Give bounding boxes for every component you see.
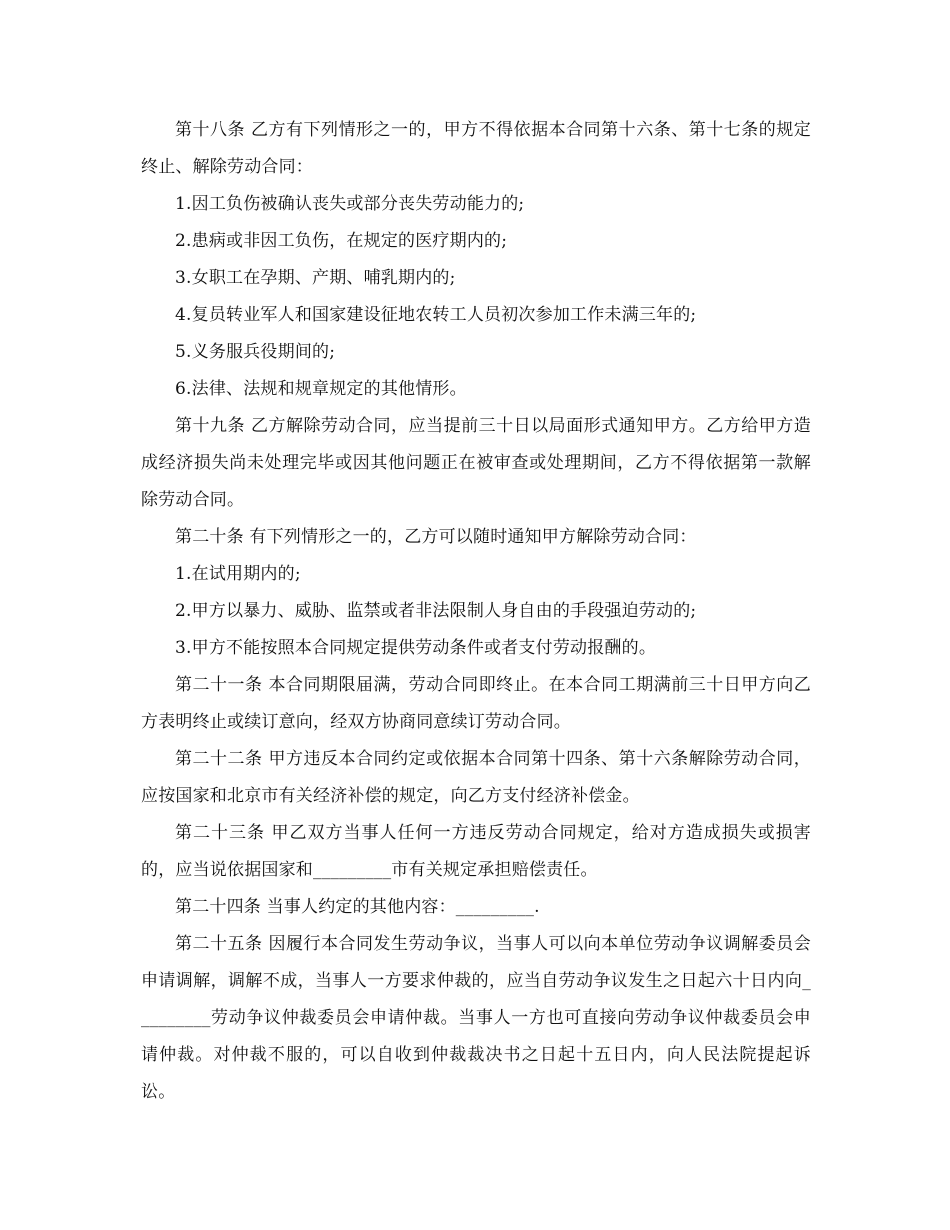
article-18-item-1: 1.因工负伤被确认丧失或部分丧失劳动能力的;	[175, 194, 525, 214]
article-23-paragraph: 第二十三条 甲乙双方当事人任何一方违反劳动合同规定，给对方造成损失或损害的，应当说依据国家和_________市有关规定承担赔偿责任。	[141, 823, 811, 880]
article-18-item-2: 2.患病或非因工负伤，在规定的医疗期内的;	[175, 231, 508, 251]
article-20-paragraph: 第二十条 有下列情形之一的，乙方可以随时通知甲方解除劳动合同：	[175, 527, 697, 547]
document-body	[141, 112, 811, 1111]
article-18-item-6: 6.法律、法规和规章规定的其他情形。	[175, 379, 467, 399]
article-20-item-2: 2.甲方以暴力、威胁、监禁或者非法限制人身自由的手段强迫劳动的;	[175, 601, 697, 621]
article-19-paragraph: 第十九条 乙方解除劳动合同，应当提前三十日以局面形式通知甲方。乙方给甲方造成经济损失尚未处理完毕或因其他问题正在被审查或处理期间，乙方不得依据第一款解除劳动合同。	[141, 416, 811, 510]
article-22-paragraph: 第二十二条 甲方违反本合同约定或依据本合同第十四条、第十六条解除劳动合同，应按国家和北京市有关经济补偿的规定，向乙方支付经济补偿金。	[141, 749, 811, 806]
article-18-paragraph: 第十八条 乙方有下列情形之一的，甲方不得依据本合同第十六条、第十七条的规定终止、解除劳动合同：	[141, 120, 811, 177]
article-24-paragraph: 第二十四条 当事人约定的其他内容：_________.	[175, 897, 540, 917]
article-25-paragraph: 第二十五条 因履行本合同发生劳动争议，当事人可以向本单位劳动争议调解委员会申请调解，调解不成，当事人一方要求仲裁的，应当自劳动争议发生之日起六十日内向_________劳动争议仲裁委员会申请仲裁。当事人一方也可直接向劳动争议仲裁委员会申请仲裁。对仲裁不服的，可以自收到仲裁裁决书之日起十五日内，向人民法院提起诉讼。	[141, 934, 811, 1102]
article-20-item-3: 3.甲方不能按照本合同规定提供劳动条件或者支付劳动报酬的。	[175, 638, 657, 658]
article-18-item-4: 4.复员转业军人和国家建设征地农转工人员初次参加工作未满三年的;	[175, 305, 697, 325]
article-20-item-1: 1.在试用期内的;	[175, 564, 301, 584]
article-18-item-3: 3.女职工在孕期、产期、哺乳期内的;	[175, 268, 456, 288]
article-21-paragraph: 第二十一条 本合同期限届满，劳动合同即终止。在本合同工期满前三十日甲方向乙方表明终止或续订意向，经双方协商同意续订劳动合同。	[141, 675, 811, 732]
article-18-item-5: 5.义务服兵役期间的;	[175, 342, 336, 362]
